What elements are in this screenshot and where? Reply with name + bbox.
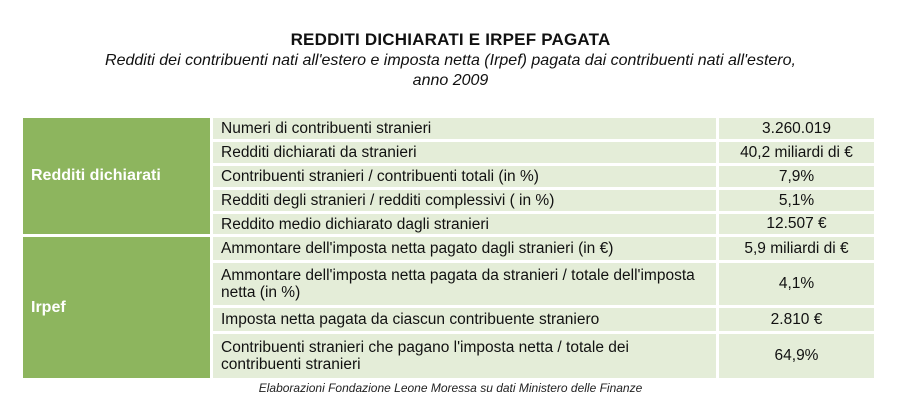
table-row	[213, 308, 874, 331]
row-label: Redditi degli stranieri / redditi complessivi ( in %)	[213, 190, 716, 211]
page-title: REDDITI DICHIARATI E IRPEF PAGATA	[290, 30, 611, 49]
section-irpef: Irpef	[23, 237, 210, 378]
row-value: 4,1%	[719, 263, 874, 305]
row-value: 7,9%	[719, 166, 874, 187]
row-label: Contribuenti stranieri che pagano l'imposta netta / totale dei contribuenti stranieri	[213, 334, 716, 378]
row-value: 3.260.019	[719, 118, 874, 139]
row-value: 64,9%	[719, 334, 874, 378]
table-row	[213, 190, 874, 211]
data-table	[23, 118, 874, 378]
row-label: Numeri di contribuenti stranieri	[213, 118, 716, 139]
row-value: 5,1%	[719, 190, 874, 211]
row-value: 40,2 miliardi di €	[719, 142, 874, 163]
section-redditi-dichiarati: Redditi dichiarati	[23, 118, 210, 234]
subtitle-line-1: Redditi dei contribuenti nati all'estero e imposta netta (Irpef) pagata dai contribuenti nati all'estero,	[105, 52, 796, 69]
row-value: 2.810 €	[719, 308, 874, 331]
table-row	[213, 214, 874, 234]
table-row	[213, 263, 874, 305]
table-row	[213, 142, 874, 163]
row-label: Contribuenti stranieri / contribuenti totali (in %)	[213, 166, 716, 187]
subtitle-line-2: anno 2009	[412, 72, 489, 89]
table-row	[213, 166, 874, 187]
row-label: Redditi dichiarati da stranieri	[213, 142, 716, 163]
row-label: Ammontare dell'imposta netta pagato dagli stranieri (in €)	[213, 237, 716, 260]
table-row	[213, 237, 874, 260]
row-label: Ammontare dell'imposta netta pagata da stranieri / totale dell'imposta netta (in %)	[213, 263, 716, 305]
table-row	[213, 118, 874, 139]
row-label: Imposta netta pagata da ciascun contribuente straniero	[213, 308, 716, 331]
row-value: 12.507 €	[719, 214, 874, 234]
source-footnote: Elaborazioni Fondazione Leone Moressa su dati Ministero delle Finanze	[258, 381, 643, 395]
page-subtitle	[0, 51, 901, 91]
row-value: 5,9 miliardi di €	[719, 237, 874, 260]
table-row	[213, 334, 874, 378]
row-label: Reddito medio dichiarato dagli stranieri	[213, 214, 716, 234]
